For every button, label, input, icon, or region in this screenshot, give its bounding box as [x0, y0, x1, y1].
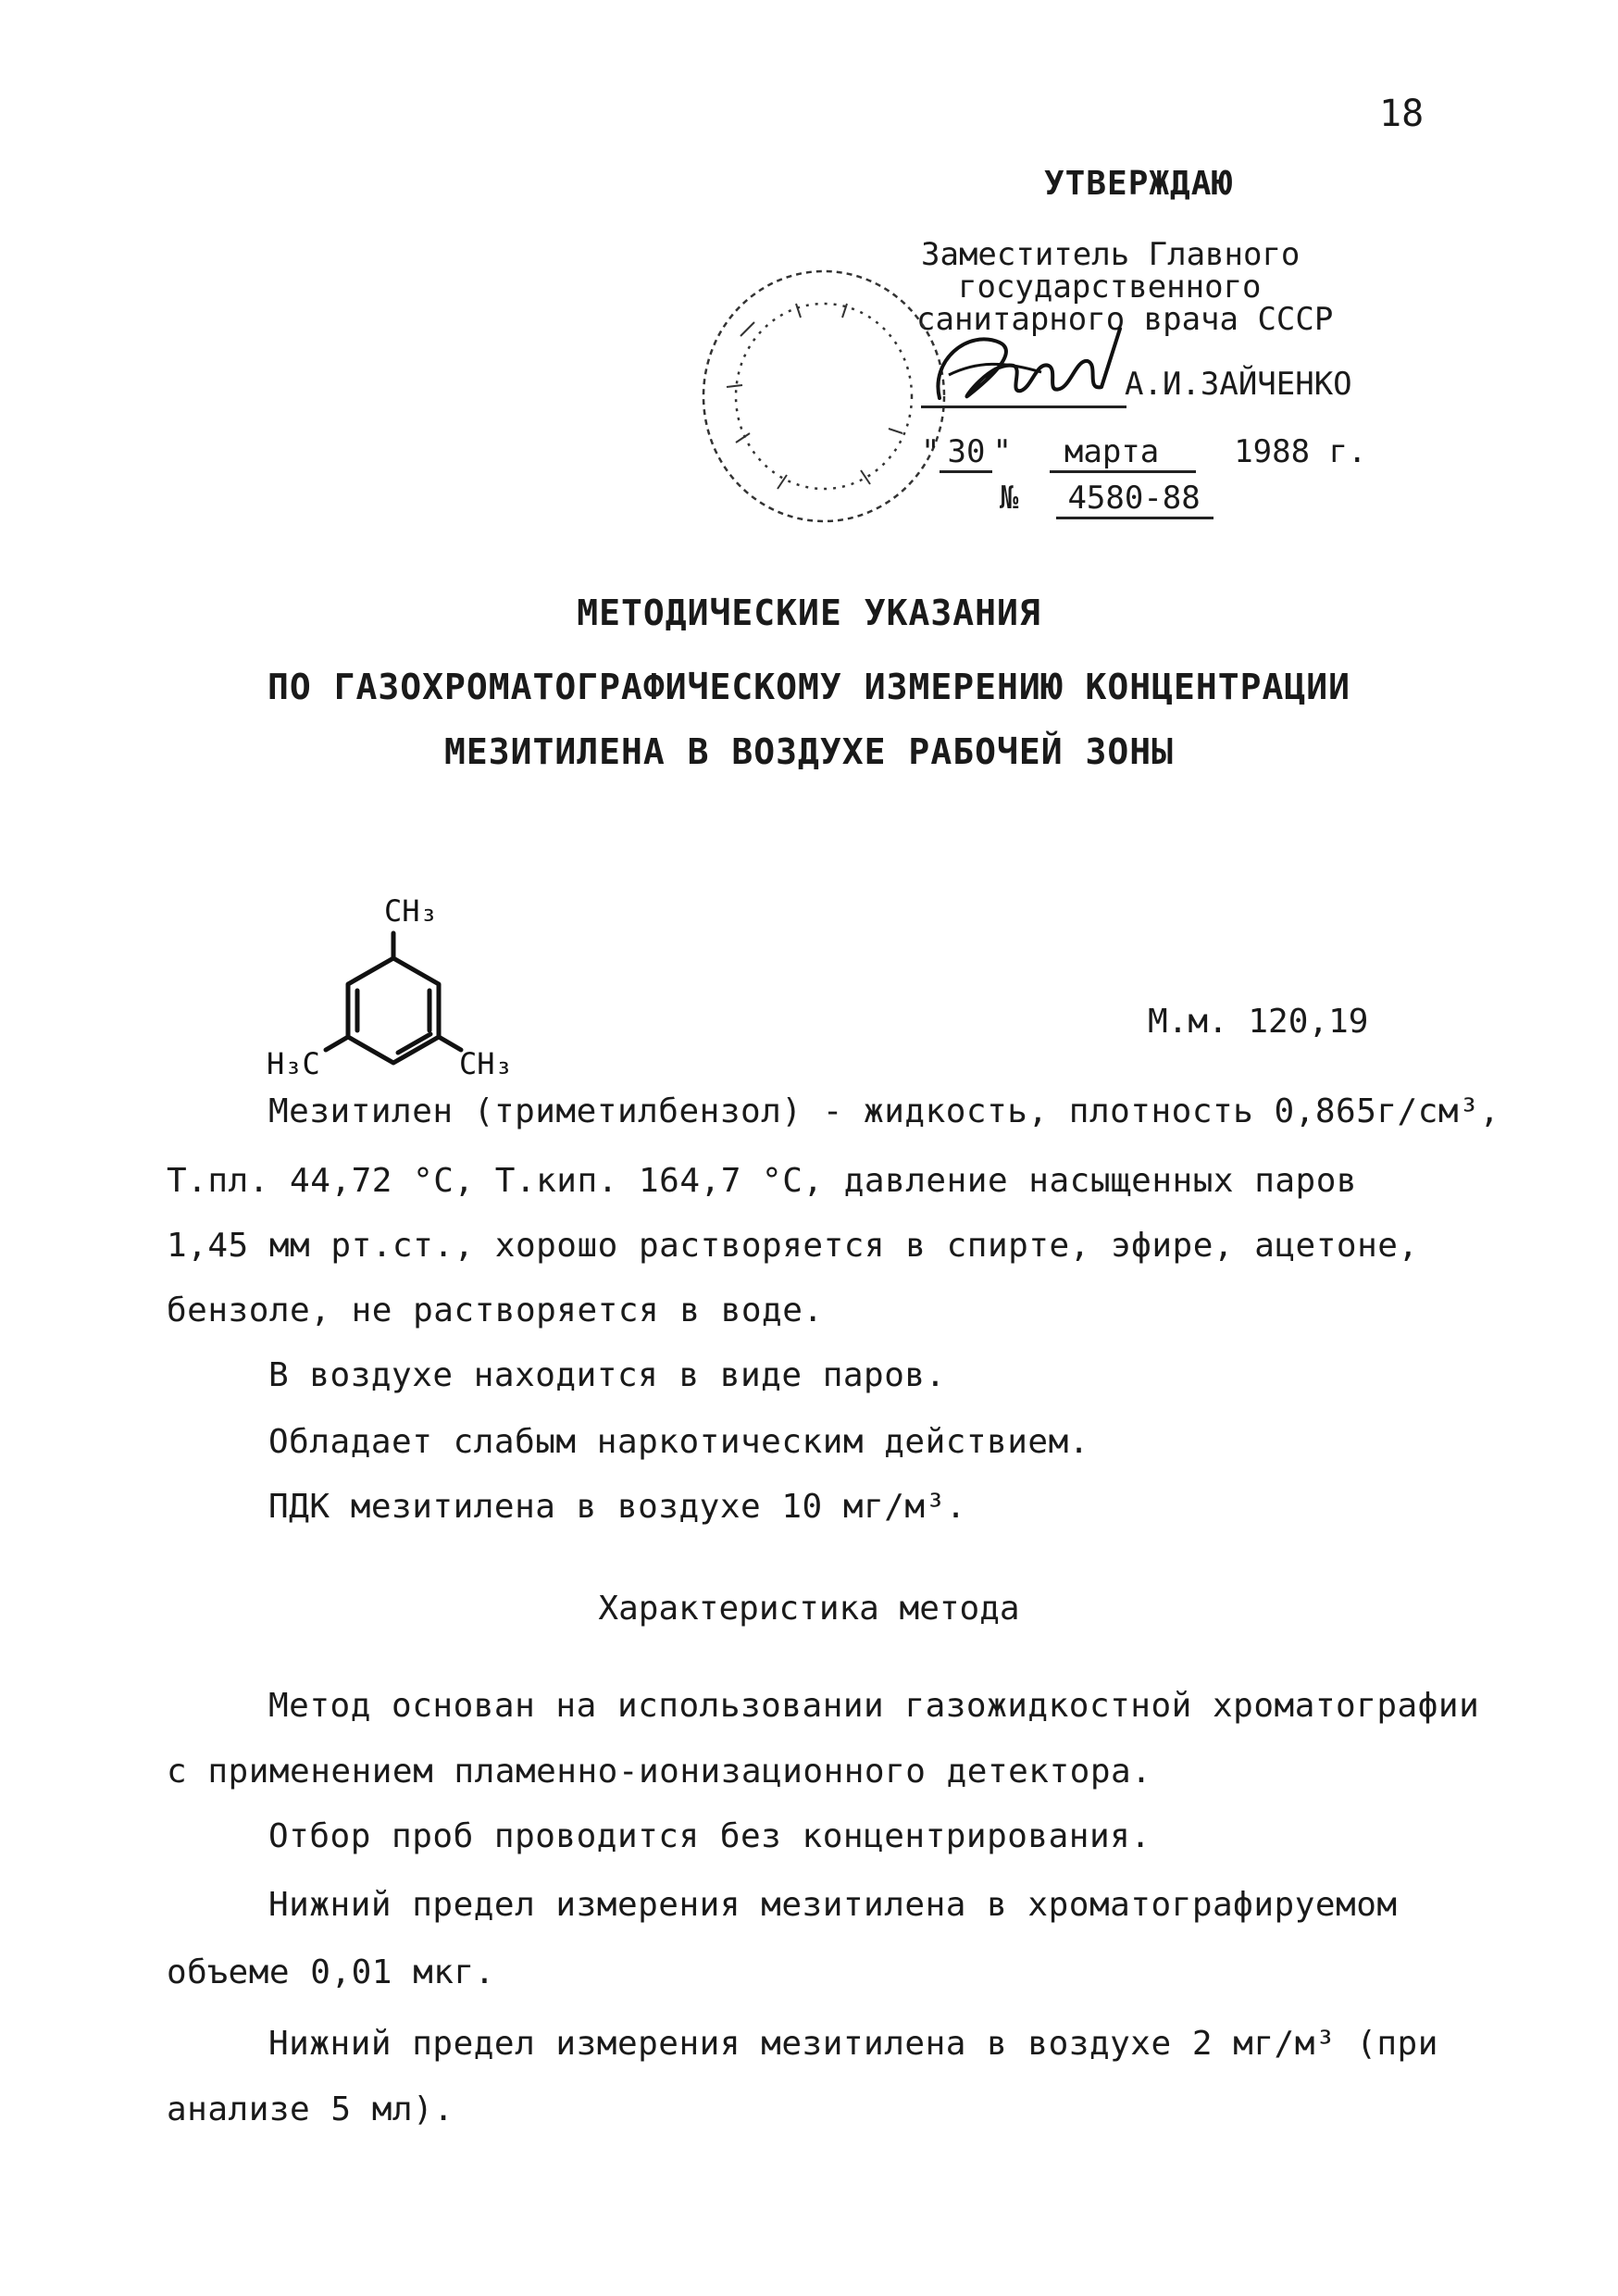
title-line2: ПО ГАЗОХРОМАТОГРАФИЧЕСКОМУ ИЗМЕРЕНИЮ КОНЦЕНТРАЦИИ: [267, 667, 1351, 707]
signature-underline: [921, 406, 1126, 408]
approval-position-line3: санитарного врача СССР: [916, 301, 1334, 338]
method-line7: анализе 5 мл).: [167, 2090, 454, 2128]
structure-top-group: CH₃: [384, 893, 438, 929]
description-line5: В воздухе находится в виде паров.: [268, 1356, 946, 1394]
molecular-weight: М.м. 120,19: [1148, 1003, 1369, 1041]
signature: [912, 324, 1134, 412]
approval-number: [1000, 480, 1214, 517]
structure-left-group: H₃C: [267, 1046, 320, 1081]
description-line1: Мезитилен (триметилбензол) - жидкость, плотность 0,865г/см³,: [268, 1092, 1500, 1130]
description-line4: бензоле, не растворяется в воде.: [167, 1292, 824, 1329]
mesitylene-structure: [259, 880, 555, 1092]
title-line3: МЕЗИТИЛЕНА В ВОЗДУХЕ РАБОЧЕЙ ЗОНЫ: [444, 731, 1174, 772]
method-line2: с применением пламенно-ионизационного детектора.: [167, 1753, 1152, 1791]
method-line3: Отбор проб проводится без концентрирования.: [268, 1817, 1151, 1855]
section-heading: Характеристика метода: [598, 1590, 1020, 1628]
description-line3: 1,45 мм рт.ст., хорошо растворяется в спирте, эфире, ацетоне,: [167, 1227, 1419, 1265]
description-line7: ПДК мезитилена в воздухе 10 мг/м³.: [268, 1488, 966, 1526]
title-line1: МЕТОДИЧЕСКИЕ УКАЗАНИЯ: [577, 593, 1041, 633]
approval-position-line1: Заместитель Главного: [921, 236, 1301, 273]
method-line6: Нижний предел измерения мезитилена в воздухе 2 мг/м³ (при: [268, 2025, 1438, 2063]
structure-right-group: CH₃: [459, 1046, 513, 1081]
date-month: марта: [1050, 433, 1196, 473]
method-line4: Нижний предел измерения мезитилена в хроматографируемом: [268, 1886, 1398, 1924]
date-year: 1988 г.: [1234, 433, 1367, 470]
date-day: 30: [940, 433, 992, 473]
date-close-quote: ": [992, 433, 1012, 470]
approval-title: УТВЕРЖДАЮ: [1044, 165, 1234, 203]
method-line5: объеме 0,01 мкг.: [167, 1953, 495, 1991]
description-line2: Т.пл. 44,72 °С, Т.кип. 164,7 °С, давление насыщенных паров: [167, 1162, 1358, 1200]
approval-date: [921, 433, 1366, 470]
page-number: 18: [1379, 93, 1425, 135]
approval-position-line2: государственного: [958, 268, 1262, 306]
number-label: №: [1000, 480, 1019, 517]
date-open-quote: ": [921, 433, 940, 470]
method-line1: Метод основан на использовании газожидкостной хроматографии: [268, 1687, 1480, 1725]
signer-name: А.И.ЗАЙЧЕНКО: [1125, 366, 1352, 403]
description-line6: Обладает слабым наркотическим действием.: [268, 1423, 1089, 1461]
number-value: 4580-88: [1056, 480, 1213, 519]
